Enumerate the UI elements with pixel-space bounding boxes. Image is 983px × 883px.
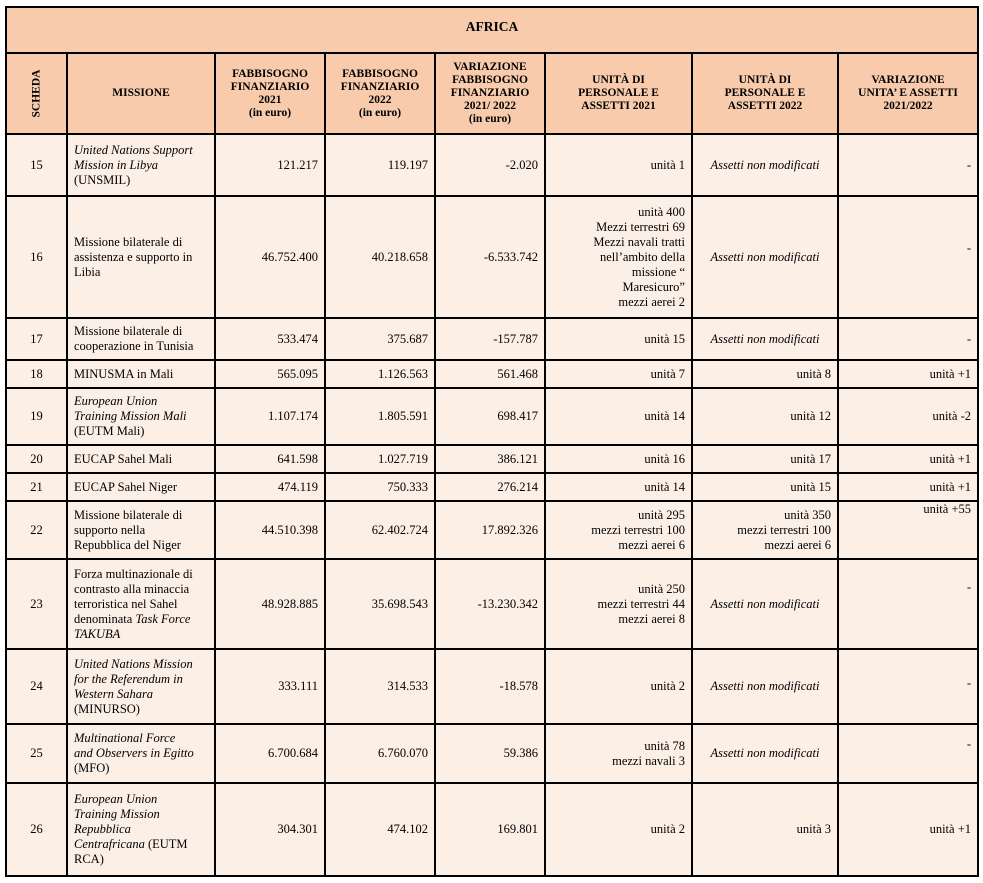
header-unita-2021: UNITÀ DI PERSONALE E ASSETTI 2021 (545, 53, 692, 134)
cell-unita-2022 (692, 196, 838, 318)
cell-unita-2022 (692, 473, 838, 501)
mission-line: Training Mission Mali (74, 409, 187, 423)
unita-line: Assetti non modificati (710, 331, 820, 346)
header-fabbisogno-2022: FABBISOGNO FINANZIARIO 2022 (in euro) (325, 53, 435, 134)
unita-line: unità 16 (644, 451, 685, 466)
cell-fabbisogno-2021: 44.510.398 (215, 501, 325, 559)
cell-unita-2021 (545, 196, 692, 318)
mission-line: Forza multinazionale di (74, 566, 193, 581)
cell-unita-2022 (692, 724, 838, 783)
cell-variazione-unita: unità +1 (838, 445, 978, 473)
mission-line: Repubblica del Niger (74, 537, 181, 552)
table-row (6, 360, 978, 388)
mission-line: and Observers in Egitto (74, 746, 194, 760)
cell-fabbisogno-2022: 119.197 (325, 134, 435, 196)
mission-line: European Union (74, 394, 158, 408)
unita-line: mezzi aerei 6 (764, 537, 831, 552)
cell-scheda: 25 (6, 724, 67, 783)
cell-scheda: 18 (6, 360, 67, 388)
cell-scheda: 24 (6, 649, 67, 724)
cell-fabbisogno-2021: 48.928.885 (215, 559, 325, 649)
mission-line: EUCAP Sahel Niger (74, 479, 177, 494)
unita-line: unità 78 (644, 738, 685, 753)
table-row (6, 388, 978, 445)
cell-unita-2022 (692, 134, 838, 196)
cell-variazione-unita: - (838, 649, 978, 724)
unita-line: unità 12 (790, 409, 831, 423)
cell-missione (67, 724, 215, 783)
cell-variazione-fabbisogno: -157.787 (435, 318, 545, 360)
mission-line: MINUSMA in Mali (74, 366, 174, 381)
unita-line: unità 14 (644, 409, 685, 423)
cell-unita-2021 (545, 724, 692, 783)
cell-unita-2022 (692, 559, 838, 649)
table-row (6, 445, 978, 473)
cell-variazione-fabbisogno: -6.533.742 (435, 196, 545, 318)
header-variazione-unita: VARIAZIONE UNITA’ E ASSETTI 2021/2022 (838, 53, 978, 134)
table-row (6, 134, 978, 196)
mission-line: Libia (74, 264, 101, 279)
cell-unita-2022 (692, 445, 838, 473)
unita-line: Assetti non modificati (710, 157, 820, 172)
cell-fabbisogno-2022: 40.218.658 (325, 196, 435, 318)
cell-variazione-unita: unità +1 (838, 783, 978, 876)
cell-unita-2021 (545, 360, 692, 388)
cell-fabbisogno-2022: 375.687 (325, 318, 435, 360)
cell-fabbisogno-2021: 1.107.174 (215, 388, 325, 445)
unita-line: Mezzi navali tratti (593, 234, 685, 249)
unita-line: missione “ (631, 264, 685, 279)
cell-unita-2021 (545, 388, 692, 445)
mission-line: (UNSMIL) (74, 172, 131, 187)
table-row (6, 196, 978, 318)
cell-unita-2021 (545, 134, 692, 196)
mission-line: Multinational Force (74, 731, 176, 745)
mission-line: (EUTM Mali) (74, 424, 145, 438)
unita-line: unità 295 (638, 507, 685, 522)
cell-fabbisogno-2021: 641.598 (215, 445, 325, 473)
cell-unita-2021 (545, 473, 692, 501)
table-row (6, 724, 978, 783)
unita-line: unità 3 (796, 822, 831, 836)
mission-line: European Union (74, 792, 158, 806)
unita-line: Assetti non modificati (710, 596, 820, 611)
unita-line: mezzi aerei 2 (618, 294, 685, 309)
mission-line: Missione bilaterale di (74, 234, 183, 249)
cell-scheda: 16 (6, 196, 67, 318)
cell-missione (67, 388, 215, 445)
cell-fabbisogno-2021: 533.474 (215, 318, 325, 360)
unita-line: unità 7 (650, 366, 685, 381)
cell-variazione-fabbisogno: 17.892.326 (435, 501, 545, 559)
cell-scheda: 15 (6, 134, 67, 196)
cell-unita-2021 (545, 559, 692, 649)
cell-scheda: 17 (6, 318, 67, 360)
cell-fabbisogno-2021: 565.095 (215, 360, 325, 388)
unita-line: Assetti non modificati (710, 746, 820, 760)
cell-scheda: 19 (6, 388, 67, 445)
cell-variazione-unita: - (838, 724, 978, 783)
unita-line: unità 2 (650, 822, 685, 836)
mission-line: Centrafricana (EUTM (74, 837, 188, 851)
cell-scheda: 20 (6, 445, 67, 473)
cell-fabbisogno-2021: 6.700.684 (215, 724, 325, 783)
cell-fabbisogno-2022: 1.805.591 (325, 388, 435, 445)
cell-variazione-fabbisogno: -18.578 (435, 649, 545, 724)
mission-line: United Nations Support (74, 142, 193, 157)
mission-line: for the Referendum in (74, 671, 183, 686)
cell-missione (67, 501, 215, 559)
cell-unita-2022 (692, 501, 838, 559)
cell-fabbisogno-2022: 6.760.070 (325, 724, 435, 783)
mission-line: Mission in Libya (74, 157, 159, 172)
mission-line: (MINURSO) (74, 701, 140, 716)
unita-line: unità 17 (790, 451, 831, 466)
mission-line: supporto nella (74, 522, 146, 537)
header-missione: MISSIONE (67, 53, 215, 134)
cell-fabbisogno-2021: 46.752.400 (215, 196, 325, 318)
unita-line: mezzi terrestri 44 (597, 596, 685, 611)
cell-missione (67, 134, 215, 196)
unita-line: unità 2 (650, 679, 685, 693)
mission-line: denominata Task Force (74, 611, 191, 626)
cell-missione (67, 783, 215, 876)
header-fabbisogno-2021: FABBISOGNO FINANZIARIO 2021 (in euro) (215, 53, 325, 134)
unita-line: unità 15 (644, 331, 685, 346)
cell-fabbisogno-2022: 474.102 (325, 783, 435, 876)
unita-line: Assetti non modificati (710, 679, 820, 693)
cell-variazione-fabbisogno: 59.386 (435, 724, 545, 783)
mission-line: assistenza e supporto in (74, 249, 193, 264)
cell-variazione-unita: unità +1 (838, 473, 978, 501)
mission-line: terroristica nel Sahel (74, 596, 178, 611)
table-row (6, 559, 978, 649)
cell-fabbisogno-2022: 750.333 (325, 473, 435, 501)
cell-variazione-fabbisogno: 386.121 (435, 445, 545, 473)
mission-line: Missione bilaterale di (74, 507, 183, 522)
cell-variazione-fabbisogno: -13.230.342 (435, 559, 545, 649)
table-row (6, 473, 978, 501)
cell-fabbisogno-2022: 1.027.719 (325, 445, 435, 473)
cell-scheda: 21 (6, 473, 67, 501)
cell-fabbisogno-2021: 304.301 (215, 783, 325, 876)
cell-missione (67, 445, 215, 473)
mission-line: (MFO) (74, 761, 110, 775)
cell-unita-2022 (692, 318, 838, 360)
cell-unita-2021 (545, 318, 692, 360)
mission-line: Repubblica (74, 822, 131, 836)
unita-line: Assetti non modificati (710, 249, 820, 264)
unita-line: mezzi terrestri 100 (737, 522, 831, 537)
cell-fabbisogno-2022: 314.533 (325, 649, 435, 724)
cell-fabbisogno-2021: 474.119 (215, 473, 325, 501)
cell-variazione-unita: unità -2 (838, 388, 978, 445)
cell-variazione-fabbisogno: 169.801 (435, 783, 545, 876)
cell-unita-2021 (545, 649, 692, 724)
table-container (5, 6, 979, 877)
unita-line: nell’ambito della (599, 249, 685, 264)
unita-line: mezzi terrestri 100 (591, 522, 685, 537)
unita-line: Maresicuro” (622, 279, 685, 294)
cell-unita-2022 (692, 783, 838, 876)
mission-line: United Nations Mission (74, 656, 193, 671)
cell-unita-2021 (545, 501, 692, 559)
cell-variazione-unita: - (838, 134, 978, 196)
header-unita-2022: UNITÀ DI PERSONALE E ASSETTI 2022 (692, 53, 838, 134)
mission-line: TAKUBA (74, 626, 121, 641)
cell-variazione-fabbisogno: 561.468 (435, 360, 545, 388)
cell-variazione-unita: - (838, 196, 978, 318)
cell-variazione-fabbisogno: 276.214 (435, 473, 545, 501)
unita-line: unità 8 (796, 366, 831, 381)
cell-missione (67, 559, 215, 649)
unita-line: unità 400 (638, 204, 685, 219)
table-row (6, 783, 978, 876)
mission-line: EUCAP Sahel Mali (74, 451, 173, 466)
mission-line: Missione bilaterale di (74, 324, 183, 338)
cell-missione (67, 318, 215, 360)
table-row (6, 318, 978, 360)
cell-fabbisogno-2021: 333.111 (215, 649, 325, 724)
header-scheda: SCHEDA (6, 53, 67, 134)
unita-line: unità 1 (650, 157, 685, 172)
mission-line: contrasto alla minaccia (74, 581, 190, 596)
cell-scheda: 26 (6, 783, 67, 876)
table-title: AFRICA (6, 7, 978, 53)
cell-missione (67, 473, 215, 501)
header-variazione-fabbisogno: VARIAZIONE FABBISOGNO FINANZIARIO 2021/ 2022 (in euro) (435, 53, 545, 134)
cell-missione (67, 649, 215, 724)
mission-line: Training Mission (74, 807, 160, 821)
cell-variazione-fabbisogno: 698.417 (435, 388, 545, 445)
cell-fabbisogno-2022: 35.698.543 (325, 559, 435, 649)
cell-variazione-unita: unità +1 (838, 360, 978, 388)
unita-line: mezzi aerei 8 (618, 611, 685, 626)
africa-missions-table (5, 6, 979, 877)
cell-unita-2022 (692, 649, 838, 724)
cell-scheda: 23 (6, 559, 67, 649)
mission-line: Western Sahara (74, 686, 154, 701)
cell-unita-2022 (692, 360, 838, 388)
mission-line: RCA) (74, 852, 104, 866)
cell-scheda: 22 (6, 501, 67, 559)
cell-variazione-unita: - (838, 318, 978, 360)
unita-line: unità 14 (644, 479, 685, 494)
cell-fabbisogno-2021: 121.217 (215, 134, 325, 196)
cell-fabbisogno-2022: 62.402.724 (325, 501, 435, 559)
cell-unita-2022 (692, 388, 838, 445)
table-row (6, 501, 978, 559)
cell-missione (67, 360, 215, 388)
unita-line: unità 250 (638, 581, 685, 596)
cell-variazione-unita: unità +55 (838, 501, 978, 559)
unita-line: unità 350 (784, 507, 831, 522)
cell-missione (67, 196, 215, 318)
table-body (6, 134, 978, 876)
table-row (6, 649, 978, 724)
unita-line: unità 15 (790, 479, 831, 494)
cell-unita-2021 (545, 783, 692, 876)
mission-line: cooperazione in Tunisia (74, 339, 194, 353)
unita-line: Mezzi terrestri 69 (596, 219, 685, 234)
unita-line: mezzi navali 3 (612, 753, 685, 768)
cell-variazione-fabbisogno: -2.020 (435, 134, 545, 196)
cell-fabbisogno-2022: 1.126.563 (325, 360, 435, 388)
unita-line: mezzi aerei 6 (618, 537, 685, 552)
cell-variazione-unita: - (838, 559, 978, 649)
cell-unita-2021 (545, 445, 692, 473)
